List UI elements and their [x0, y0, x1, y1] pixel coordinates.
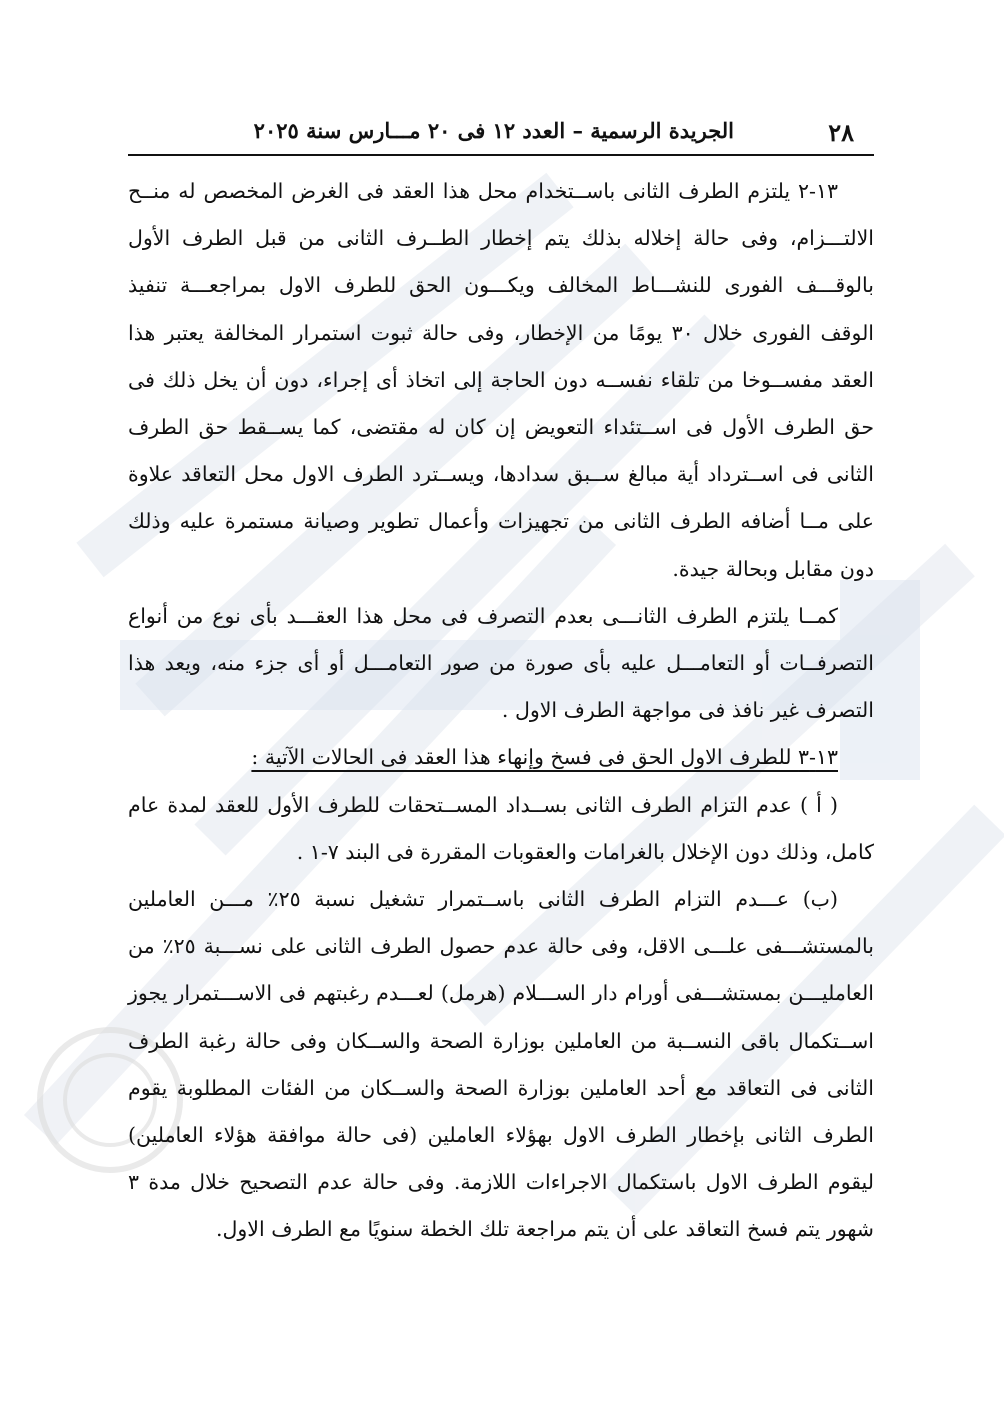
paragraph-13-2: ١٣-٢ يلتزم الطرف الثانى باســتخدام محل هذا العقد فى الغرض المخصص له منــح الالتـــزام، وفى حالة إخلاله بذلك يتم إخطار الطــرف الثانى من قبل الطرف الأول بالوقـــف الفورى للنشـــاط المخالف ويكـــون الحق للطرف الاول بمراجعـــة تنفيذ الوقف الفورى خلال ٣٠ يومًا من الإخطار، وفى حالة ثبوت استمرار المخالفة يعتبر هذا العقد مفســوخا من تلقاء نفســه دون الحاجة إلى اتخاذ أى إجراء، دون أن يخل ذلك فى حق الطرف الأول فى اســتئداء التعويض إن كان له مقتضى، كما يســقط حق الطرف الثانى فى اســترداد أية مبالغ ســبق سدادها، ويســترد الطرف الاول محل التعاقد علاوة على مــا أضافه الطرف الثانى من تجهيزات وأعمال تطوير وصيانة مستمرة عليه وذلك دون مقابل وبحالة جيدة. [128, 179, 875, 581]
gazette-header-title: الجريدة الرسمية – العدد ١٢ فى ٢٠ مـــارس سنة ٢٠٢٥ [253, 118, 734, 143]
document-page [128, 110, 874, 1254]
clause-a: ( أ ) عدم التزام الطرف الثانى بســداد المســتحقات للطرف الأول للعقد لمدة عام كامل، وذلك دون الإخلال بالغرامات والعقوبات المقررة فى البند ٧-١ . [128, 792, 874, 864]
clause-13-3-heading: ١٣-٣ للطرف الاول الحق فى فسخ وإنهاء هذا العقد فى الحالات الآتية : [251, 745, 838, 770]
running-header [128, 110, 874, 156]
paragraph-13-3-heading [128, 734, 874, 781]
article-body [128, 168, 874, 1254]
paragraph-disposal: كمــا يلتزم الطرف الثانـــى بعدم التصرف فى محل هذا العقـــد بأى نوع من أنواع التصرفــات أو التعامـــل عليه بأى صورة من صور التعامـــل أو أى جزء منه، ويعد هذا التصرف غير نافذ فى مواجهة الطرف الاول . [128, 603, 874, 723]
clause-b: (ب) عـــدم التزام الطرف الثانى باســتمرار تشغيل نسبة ٢٥٪ مـــن العاملين بالمستشـــفى علـــى الاقل، وفى حالة عدم حصول الطرف الثانى على نســـبة ٢٥٪ من العامليـــن بمستشـــفى أورام دار الســـلام (هرمل) لعـــدم رغبتهم فى الاســـتمرار يجوز اســتكمال باقى النســبة من العاملين بوزارة الصحة والســكان وفى حالة رغبة الطرف الثانى فى التعاقد مع أحد العاملين بوزارة الصحة والســكان من الفئات المطلوبة يقوم الطرف الثانى بإخطار الطرف الاول بهؤلاء العاملين (فى حالة موافقة هؤلاء العاملين) ليقوم الطرف الاول باستكمال الاجراءات اللازمة. وفى حالة عدم التصحيح خلال مدة ٣ شهور يتم فسخ التعاقد على أن يتم مراجعة تلك الخطة سنويًا مع الطرف الاول. [128, 887, 874, 1242]
page-number: ٢٨ [828, 118, 854, 147]
